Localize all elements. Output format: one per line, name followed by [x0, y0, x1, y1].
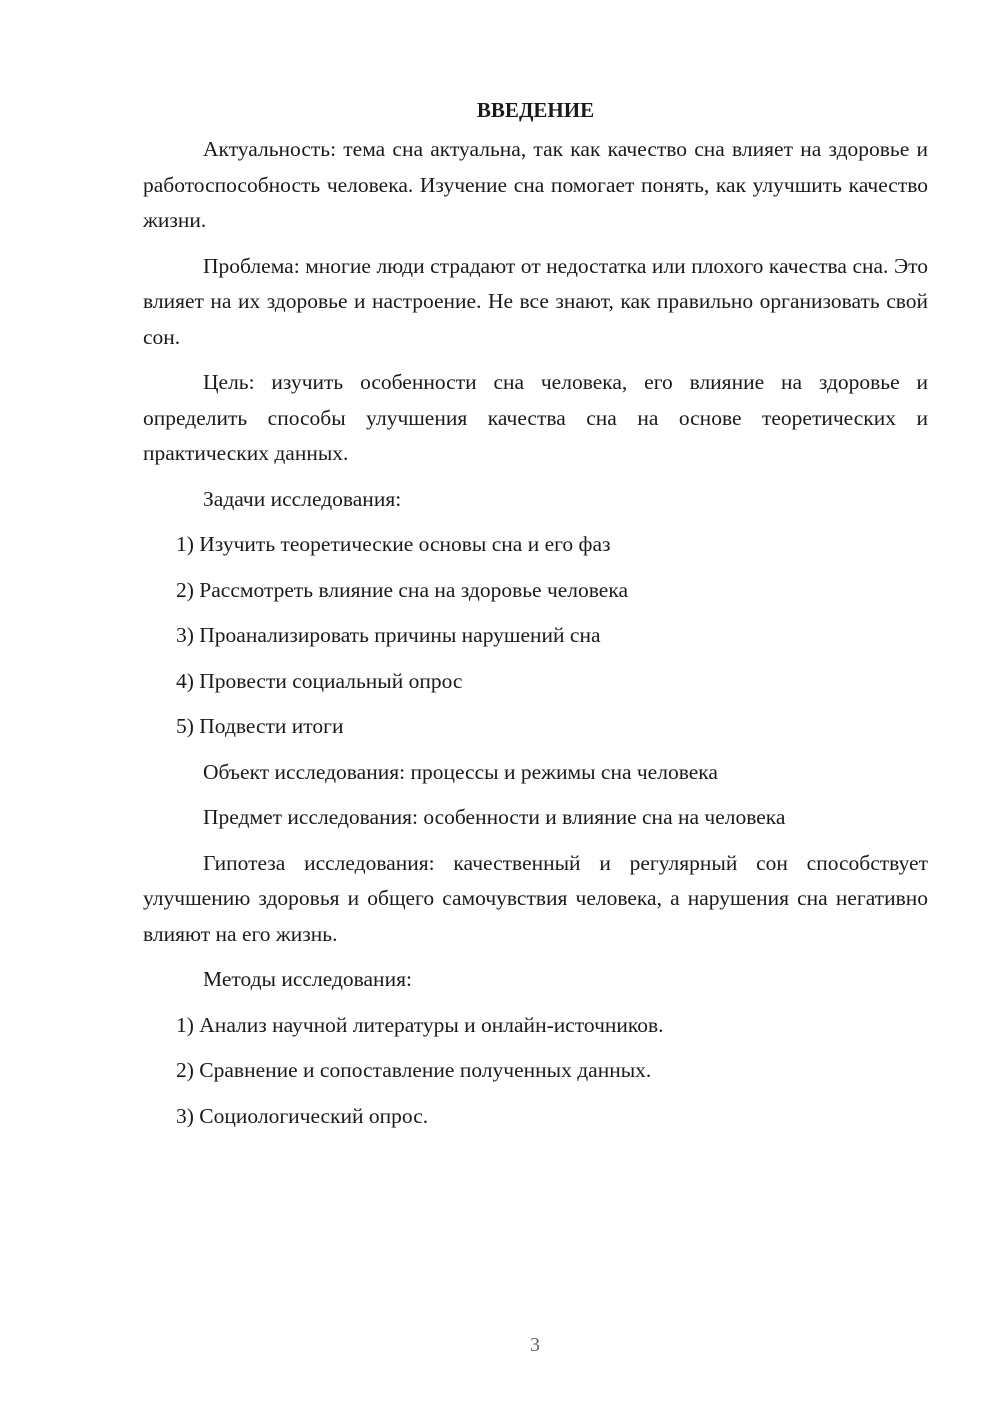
- page-number: 3: [530, 1334, 540, 1356]
- problem-paragraph: Проблема: многие люди страдают от недостатка или плохого качества сна. Это влияет на их здоровье и настроение. Не все знают, как правильно организовать свой сон.: [143, 253, 928, 349]
- task-item: 4) Провести социальный опрос: [176, 668, 463, 693]
- method-item: 3) Социологический опрос.: [176, 1103, 429, 1128]
- task-item: 2) Рассмотреть влияние сна на здоровье человека: [176, 577, 629, 602]
- document-page: [143, 92, 928, 1144]
- object-line: Объект исследования: процессы и режимы сна человека: [203, 759, 718, 784]
- task-item: 1) Изучить теоретические основы сна и его фаз: [176, 532, 611, 556]
- method-item: 1) Анализ научной литературы и онлайн-источников.: [176, 1012, 664, 1037]
- goal-paragraph: Цель: изучить особенности сна человека, его влияние на здоровье и определить способы улучшения качества сна на основе теоретических и практических данных.: [143, 370, 928, 465]
- hypothesis-paragraph: Гипотеза исследования: качественный и регулярный сон способствует улучшению здоровья и общего самочувствия человека, а нарушения сна негативно влияют на его жизнь.: [143, 850, 928, 946]
- tasks-heading: Задачи исследования:: [203, 486, 402, 511]
- task-item: 3) Проанализировать причины нарушений сна: [176, 623, 601, 647]
- method-item: 2) Сравнение и сопоставление полученных данных.: [176, 1058, 652, 1082]
- task-item: 5) Подвести итоги: [176, 714, 344, 738]
- subject-line: Предмет исследования: особенности и влияние сна на человека: [203, 805, 786, 829]
- methods-heading: Методы исследования:: [203, 967, 412, 991]
- section-title: ВВЕДЕНИЕ: [476, 98, 595, 122]
- relevance-paragraph: Актуальность: тема сна актуальна, так как качество сна влияет на здоровье и работоспособность человека. Изучение сна помогает понять, как улучшить качество жизни.: [143, 137, 928, 232]
